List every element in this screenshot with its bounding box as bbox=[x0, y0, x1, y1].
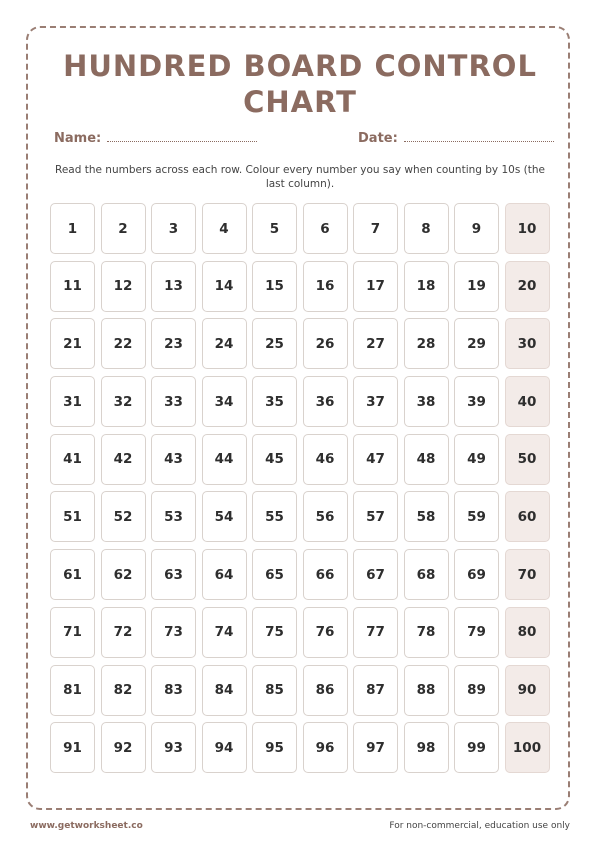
number-cell-50[interactable]: 50 bbox=[505, 434, 550, 485]
number-cell-72[interactable]: 72 bbox=[101, 607, 146, 658]
number-cell-91[interactable]: 91 bbox=[50, 722, 95, 773]
number-cell-98[interactable]: 98 bbox=[404, 722, 449, 773]
number-cell-68[interactable]: 68 bbox=[404, 549, 449, 600]
number-cell-76[interactable]: 76 bbox=[303, 607, 348, 658]
number-cell-24[interactable]: 24 bbox=[202, 318, 247, 369]
number-cell-61[interactable]: 61 bbox=[50, 549, 95, 600]
number-cell-28[interactable]: 28 bbox=[404, 318, 449, 369]
number-cell-1[interactable]: 1 bbox=[50, 203, 95, 254]
name-line[interactable] bbox=[107, 140, 257, 142]
date-line[interactable] bbox=[404, 140, 554, 142]
number-cell-80[interactable]: 80 bbox=[505, 607, 550, 658]
number-cell-5[interactable]: 5 bbox=[252, 203, 297, 254]
number-cell-21[interactable]: 21 bbox=[50, 318, 95, 369]
number-cell-23[interactable]: 23 bbox=[151, 318, 196, 369]
number-cell-66[interactable]: 66 bbox=[303, 549, 348, 600]
number-cell-59[interactable]: 59 bbox=[454, 491, 499, 542]
number-cell-30[interactable]: 30 bbox=[505, 318, 550, 369]
number-cell-35[interactable]: 35 bbox=[252, 376, 297, 427]
date-field[interactable] bbox=[358, 131, 554, 146]
number-cell-71[interactable]: 71 bbox=[50, 607, 95, 658]
footer-site: www.getworksheet.co bbox=[30, 821, 143, 831]
number-cell-6[interactable]: 6 bbox=[303, 203, 348, 254]
number-cell-100[interactable]: 100 bbox=[505, 722, 550, 773]
number-cell-36[interactable]: 36 bbox=[303, 376, 348, 427]
number-cell-56[interactable]: 56 bbox=[303, 491, 348, 542]
number-cell-81[interactable]: 81 bbox=[50, 665, 95, 716]
number-cell-86[interactable]: 86 bbox=[303, 665, 348, 716]
number-cell-44[interactable]: 44 bbox=[202, 434, 247, 485]
number-cell-54[interactable]: 54 bbox=[202, 491, 247, 542]
number-cell-60[interactable]: 60 bbox=[505, 491, 550, 542]
number-cell-15[interactable]: 15 bbox=[252, 261, 297, 312]
number-cell-17[interactable]: 17 bbox=[353, 261, 398, 312]
number-cell-73[interactable]: 73 bbox=[151, 607, 196, 658]
number-cell-47[interactable]: 47 bbox=[353, 434, 398, 485]
number-cell-97[interactable]: 97 bbox=[353, 722, 398, 773]
number-cell-37[interactable]: 37 bbox=[353, 376, 398, 427]
number-cell-25[interactable]: 25 bbox=[252, 318, 297, 369]
date-label: Date: bbox=[358, 131, 398, 146]
number-cell-41[interactable]: 41 bbox=[50, 434, 95, 485]
number-cell-8[interactable]: 8 bbox=[404, 203, 449, 254]
number-cell-62[interactable]: 62 bbox=[101, 549, 146, 600]
number-cell-29[interactable]: 29 bbox=[454, 318, 499, 369]
number-cell-42[interactable]: 42 bbox=[101, 434, 146, 485]
number-cell-88[interactable]: 88 bbox=[404, 665, 449, 716]
number-cell-20[interactable]: 20 bbox=[505, 261, 550, 312]
number-cell-70[interactable]: 70 bbox=[505, 549, 550, 600]
number-cell-95[interactable]: 95 bbox=[252, 722, 297, 773]
number-cell-57[interactable]: 57 bbox=[353, 491, 398, 542]
name-label: Name: bbox=[54, 131, 102, 146]
number-cell-51[interactable]: 51 bbox=[50, 491, 95, 542]
number-cell-85[interactable]: 85 bbox=[252, 665, 297, 716]
number-cell-13[interactable]: 13 bbox=[151, 261, 196, 312]
number-cell-2[interactable]: 2 bbox=[101, 203, 146, 254]
number-cell-3[interactable]: 3 bbox=[151, 203, 196, 254]
number-cell-78[interactable]: 78 bbox=[404, 607, 449, 658]
number-cell-11[interactable]: 11 bbox=[50, 261, 95, 312]
number-cell-22[interactable]: 22 bbox=[101, 318, 146, 369]
number-cell-45[interactable]: 45 bbox=[252, 434, 297, 485]
number-cell-19[interactable]: 19 bbox=[454, 261, 499, 312]
footer-note: For non-commercial, education use only bbox=[389, 821, 570, 831]
number-cell-77[interactable]: 77 bbox=[353, 607, 398, 658]
number-cell-99[interactable]: 99 bbox=[454, 722, 499, 773]
number-cell-31[interactable]: 31 bbox=[50, 376, 95, 427]
number-cell-64[interactable]: 64 bbox=[202, 549, 247, 600]
number-cell-75[interactable]: 75 bbox=[252, 607, 297, 658]
worksheet-title bbox=[26, 48, 574, 120]
title-line-2: CHART bbox=[243, 85, 357, 119]
number-cell-89[interactable]: 89 bbox=[454, 665, 499, 716]
number-cell-87[interactable]: 87 bbox=[353, 665, 398, 716]
number-cell-32[interactable]: 32 bbox=[101, 376, 146, 427]
number-cell-18[interactable]: 18 bbox=[404, 261, 449, 312]
number-cell-7[interactable]: 7 bbox=[353, 203, 398, 254]
number-cell-33[interactable]: 33 bbox=[151, 376, 196, 427]
number-cell-69[interactable]: 69 bbox=[454, 549, 499, 600]
number-cell-65[interactable]: 65 bbox=[252, 549, 297, 600]
number-cell-26[interactable]: 26 bbox=[303, 318, 348, 369]
number-cell-79[interactable]: 79 bbox=[454, 607, 499, 658]
number-cell-93[interactable]: 93 bbox=[151, 722, 196, 773]
number-cell-83[interactable]: 83 bbox=[151, 665, 196, 716]
number-cell-16[interactable]: 16 bbox=[303, 261, 348, 312]
number-cell-27[interactable]: 27 bbox=[353, 318, 398, 369]
number-cell-67[interactable]: 67 bbox=[353, 549, 398, 600]
number-cell-4[interactable]: 4 bbox=[202, 203, 247, 254]
title-line-1: HUNDRED BOARD CONTROL bbox=[63, 49, 537, 83]
number-cell-39[interactable]: 39 bbox=[454, 376, 499, 427]
number-cell-94[interactable]: 94 bbox=[202, 722, 247, 773]
number-cell-10[interactable]: 10 bbox=[505, 203, 550, 254]
hundred-board-grid bbox=[50, 203, 550, 773]
number-cell-46[interactable]: 46 bbox=[303, 434, 348, 485]
number-cell-14[interactable]: 14 bbox=[202, 261, 247, 312]
number-cell-58[interactable]: 58 bbox=[404, 491, 449, 542]
number-cell-90[interactable]: 90 bbox=[505, 665, 550, 716]
number-cell-48[interactable]: 48 bbox=[404, 434, 449, 485]
number-cell-52[interactable]: 52 bbox=[101, 491, 146, 542]
number-cell-74[interactable]: 74 bbox=[202, 607, 247, 658]
instructions-text: Read the numbers across each row. Colour every number you say when counting by 10s (the last column). bbox=[55, 164, 545, 190]
number-cell-40[interactable]: 40 bbox=[505, 376, 550, 427]
number-cell-12[interactable]: 12 bbox=[101, 261, 146, 312]
number-cell-84[interactable]: 84 bbox=[202, 665, 247, 716]
number-cell-82[interactable]: 82 bbox=[101, 665, 146, 716]
name-field[interactable] bbox=[54, 131, 257, 146]
number-cell-43[interactable]: 43 bbox=[151, 434, 196, 485]
number-cell-9[interactable]: 9 bbox=[454, 203, 499, 254]
number-cell-53[interactable]: 53 bbox=[151, 491, 196, 542]
number-cell-34[interactable]: 34 bbox=[202, 376, 247, 427]
number-cell-38[interactable]: 38 bbox=[404, 376, 449, 427]
number-cell-92[interactable]: 92 bbox=[101, 722, 146, 773]
number-cell-49[interactable]: 49 bbox=[454, 434, 499, 485]
number-cell-96[interactable]: 96 bbox=[303, 722, 348, 773]
number-cell-63[interactable]: 63 bbox=[151, 549, 196, 600]
number-cell-55[interactable]: 55 bbox=[252, 491, 297, 542]
